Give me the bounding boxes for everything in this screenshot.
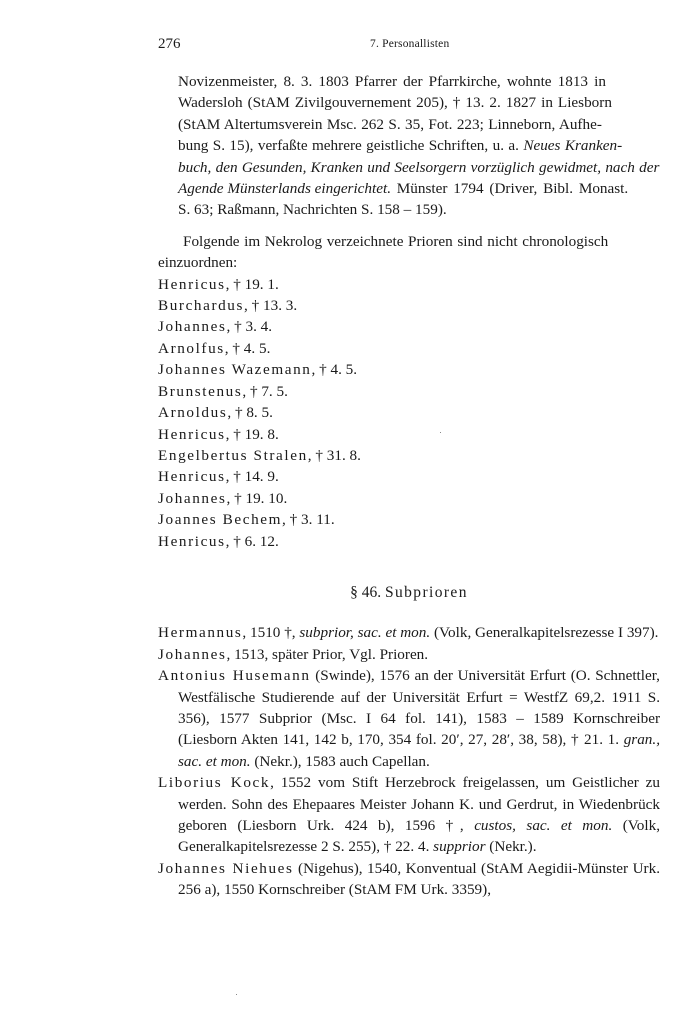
entry-text: , 1513, später Prior, Vgl. Prioren. <box>226 645 429 663</box>
prior-date: , † 19. 8. <box>225 425 279 443</box>
list-item <box>158 622 660 643</box>
prior-date: , † 19. 1. <box>225 275 279 293</box>
entry-text: , 1552 vom Stift Herzebrock freigelassen, um Geistlicher zu werden. Sohn des Ehepaares Meister Johann K. und Gerdrut, in Wiedenbrück geboren (Liesborn Urk. 424 b), 1596 †, <box>178 774 661 834</box>
prior-name: Henricus <box>158 275 226 293</box>
entry-italic: subprior, sac. et mon. <box>299 624 431 642</box>
book-title: Neues Kranken- <box>523 137 623 155</box>
text-line: Folgende im Nekrolog verzeichnete Prioren sind nicht chronologisch <box>183 232 609 250</box>
prior-name: Henricus <box>158 425 226 443</box>
entry-text: (Swinde), 1576 an der Universität Erfurt (O. Schnettler, Westfälische Studierende auf der Universität Erfurt = WestfZ 69,2. 1911 S. 356), 1577 Subprior (Msc. I 64 fol. 141), 1583 – 1589 Kornschreiber (Liesborn Akten 141, 142 b, 170, 354 fol. 20′, 27, 28′, 38, 58), † 21. 1. <box>178 667 660 749</box>
prior-date: , † 6. 12. <box>225 532 279 550</box>
entry-name: Johannes <box>158 645 227 663</box>
text-line <box>178 135 660 156</box>
priors-list <box>158 274 660 552</box>
list-item <box>158 295 660 316</box>
prior-date: , † 4. 5. <box>311 361 358 379</box>
text-line <box>178 178 660 199</box>
section-heading <box>158 582 660 603</box>
entry-name: Liborius Kock <box>158 774 271 792</box>
book-title: Agende Münsterlands eingerichtet. <box>178 180 391 198</box>
entry-text: (Volk, Generalkapitelsrezesse 2 S. 255), † 22. 4. <box>178 817 660 856</box>
entry-text: (Nigehus), 1540, Konventual (StAM Aegidii-Münster Urk. 256 a), 1550 Kornschreiber (StAM FM Urk. 3359), <box>178 859 660 899</box>
prior-name: Engelbertus Stralen <box>158 446 308 464</box>
prior-name: Arnolfus <box>158 339 225 357</box>
prior-date: , † 14. 9. <box>225 468 279 486</box>
text-line <box>178 157 660 178</box>
prior-name: Brunstenus <box>158 382 243 400</box>
body-text <box>158 71 660 901</box>
prior-date: , † 3. 4. <box>226 318 273 336</box>
list-item <box>158 858 660 901</box>
text-line: (StAM Altertumsverein Msc. 262 S. 35, Fot. 223; Linneborn, Aufhe- <box>178 115 602 133</box>
prior-date: , † 4. 5. <box>224 339 271 357</box>
entry-italic: supprior <box>433 838 486 856</box>
entry-text: (Nekr.). <box>485 838 537 856</box>
text-line: einzuordnen: <box>158 254 238 272</box>
prior-name: Joannes Bechem <box>158 511 283 529</box>
list-item <box>158 644 660 665</box>
list-item <box>158 274 660 295</box>
list-item <box>158 531 660 552</box>
prior-name: Johannes <box>158 489 227 507</box>
section-title: Subprioren <box>384 583 468 601</box>
list-item <box>158 424 660 445</box>
text-span: bung S. 15), verfaßte mehrere geistliche Schriften, u. a. <box>178 137 524 155</box>
text-line: Novizenmeister, 8. 3. 1803 Pfarrer der Pfarrkirche, wohnte 1813 in <box>178 73 606 90</box>
subprior-entries <box>158 622 660 900</box>
list-item <box>158 665 660 772</box>
running-title: 7. Personallisten <box>370 38 450 50</box>
book-title: buch, den Gesunden, Kranken und Seelsorgern vorzüglich gewidmet, nach der <box>178 158 660 176</box>
page-header <box>158 36 658 56</box>
text-span: Münster 1794 (Driver, Bibl. Monast. <box>391 180 629 198</box>
speck-mark <box>236 994 237 995</box>
page-number: 276 <box>158 36 181 52</box>
entry-name: Antonius Husemann <box>158 667 311 685</box>
entry-name: Johannes Niehues <box>158 859 294 877</box>
prior-name: Johannes <box>158 318 227 336</box>
list-item <box>158 381 660 402</box>
intro-paragraph <box>158 231 660 274</box>
list-item <box>158 488 660 509</box>
list-item <box>158 509 660 530</box>
prior-name: Arnoldus <box>158 404 228 422</box>
list-item <box>158 772 660 858</box>
entry-text: , 1510 †, <box>242 624 300 642</box>
prior-date: , † 19. 10. <box>226 489 288 507</box>
section-number: § 46. <box>350 583 382 601</box>
list-item <box>158 338 660 359</box>
prior-name: Henricus <box>158 468 226 486</box>
entry-name: Hermannus <box>158 624 243 642</box>
entry-italic: gran., sac. et mon. <box>178 731 660 770</box>
prior-name: Henricus <box>158 532 226 550</box>
speck-mark <box>440 432 441 433</box>
prior-date: , † 8. 5. <box>227 404 273 422</box>
list-item <box>158 316 660 337</box>
prior-date: , † 31. 8. <box>307 446 361 464</box>
prior-name: Burchardus <box>158 297 245 315</box>
entry-text: (Volk, Generalkapitelsrezesse I 397). <box>430 624 659 642</box>
prior-date: , † 7. 5. <box>242 382 288 400</box>
entry-text: (Nekr.), 1583 auch Capellan. <box>250 752 430 770</box>
list-item <box>158 466 660 487</box>
list-item <box>158 402 660 423</box>
prior-name: Johannes Wazemann <box>158 361 312 379</box>
prior-date: , † 13. 3. <box>244 297 298 315</box>
entry-italic: custos, sac. et mon. <box>474 817 613 834</box>
list-item <box>158 359 660 380</box>
opening-paragraph <box>158 71 660 221</box>
text-line: S. 63; Raßmann, Nachrichten S. 158 – 159). <box>178 201 447 219</box>
list-item <box>158 445 660 466</box>
prior-date: , † 3. 11. <box>282 511 335 529</box>
text-line: Wadersloh (StAM Zivilgouvernement 205), † 13. 2. 1827 in Liesborn <box>178 94 612 112</box>
